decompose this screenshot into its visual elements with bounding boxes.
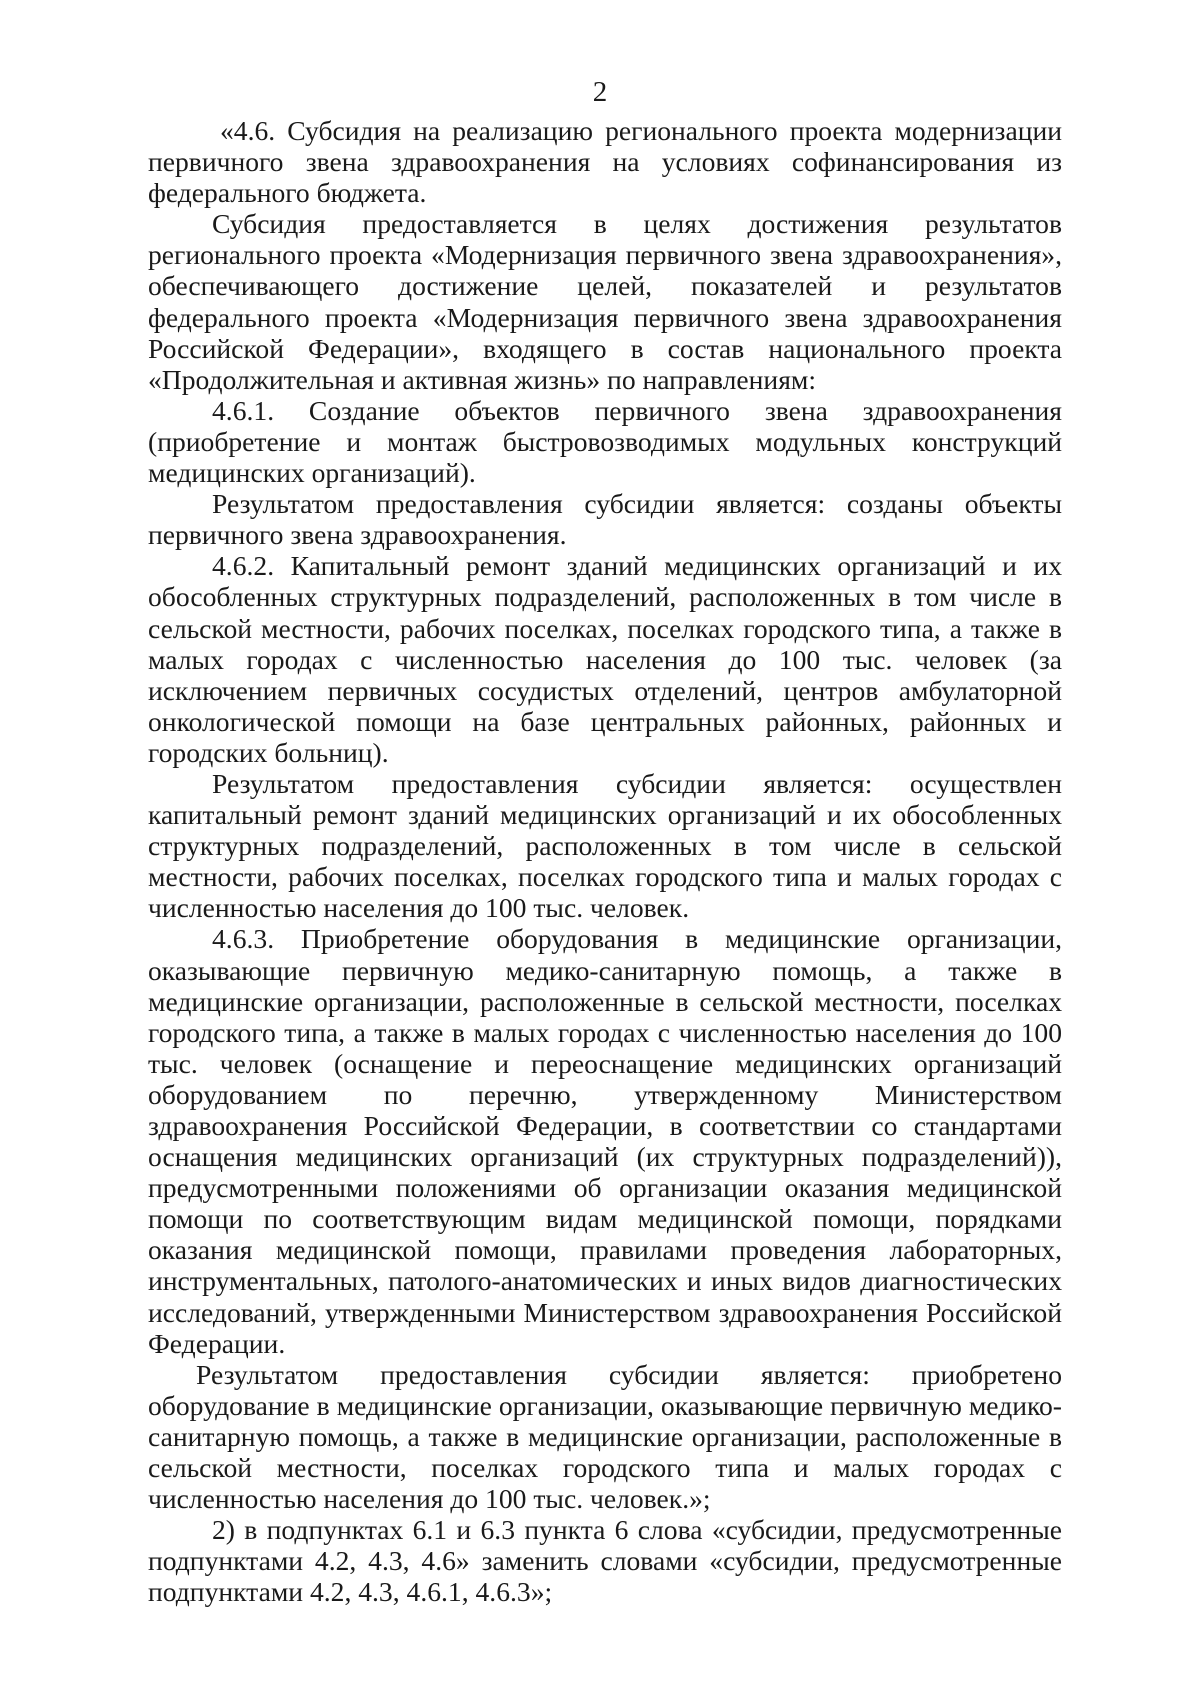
document-body <box>148 115 1062 1608</box>
paragraph-4-6-1: 4.6.1. Создание объектов первичного звена здравоохранения (приобретение и монтаж быстровозводимых модульных конструкций медицинских организаций). <box>148 394 1062 489</box>
paragraph-subsidy-purpose: Субсидия предоставляется в целях достижения результатов регионального проекта «Модернизация первичного звена здравоохранения», обеспечивающего достижение целей, показателей и результатов федерального проекта «Модернизация первичного звена здравоохранения Российской Федерации», входящего в состав национального проекта «Продолжительная и активная жизнь» по направлениям: <box>148 208 1062 395</box>
paragraph-amendment-2: 2) в подпунктах 6.1 и 6.3 пункта 6 слова «субсидии, предусмотренные подпунктами 4.2, 4.3, 4.6» заменить словами «субсидии, предусмотренные подпунктами 4.2, 4.3, 4.6.1, 4.6.3»; <box>148 1514 1062 1608</box>
paragraph-4-6-3: 4.6.3. Приобретение оборудования в медицинские организации, оказывающие первичную медико-санитарную помощь, а также в медицинские организации, расположенные в сельской местности, поселках городского типа, а также в малых городах с численностью населения до 100 тыс. человек (оснащение и переоснащение медицинских организаций оборудованием по перечню, утвержденному Министерством здравоохранения Российской Федерации, в соответствии со стандартами оснащения медицинских организаций (их структурных подразделений)), предусмотренными положениями об организации оказания медицинской помощи по соответствующим видам медицинской помощи, порядками оказания медицинской помощи, правилами проведения лабораторных, инструментальных, патолого-анатомических и иных видов диагностических исследований, утвержденными Министерством здравоохранения Российской Федерации. <box>148 923 1062 1359</box>
page-number: 2 <box>592 76 608 108</box>
section-heading-4-6: «4.6. Субсидия на реализацию регионального проекта модернизации первичного звена здравоохранения на условиях софинансирования из федерального бюджета. <box>148 115 1062 209</box>
paragraph-result-4-6-1: Результатом предоставления субсидии является: созданы объекты первичного звена здравоохранения. <box>148 488 1062 551</box>
paragraph-result-4-6-2: Результатом предоставления субсидии является: осуществлен капитальный ремонт зданий медицинских организаций и их обособленных структурных подразделений, расположенных в том числе в сельской местности, рабочих поселках, поселках городского типа и малых городах с численностью населения до 100 тыс. человек. <box>148 767 1062 924</box>
paragraph-4-6-2: 4.6.2. Капитальный ремонт зданий медицинских организаций и их обособленных структурных подразделений, расположенных в том числе в сельской местности, рабочих поселках, поселках городского типа, а также в малых городах с численностью населения до 100 тыс. человек (за исключением первичных сосудистых отделений, центров амбулаторной онкологической помощи на базе центральных районных, районных и городских больниц). <box>148 550 1062 768</box>
paragraph-result-4-6-3: Результатом предоставления субсидии является: приобретено оборудование в медицинские организации, оказывающие первичную медико-санитарную помощь, а также в медицинские организации, расположенные в сельской местности, поселках городского типа и малых городах с численностью населения до 100 тыс. человек.»; <box>148 1358 1062 1515</box>
